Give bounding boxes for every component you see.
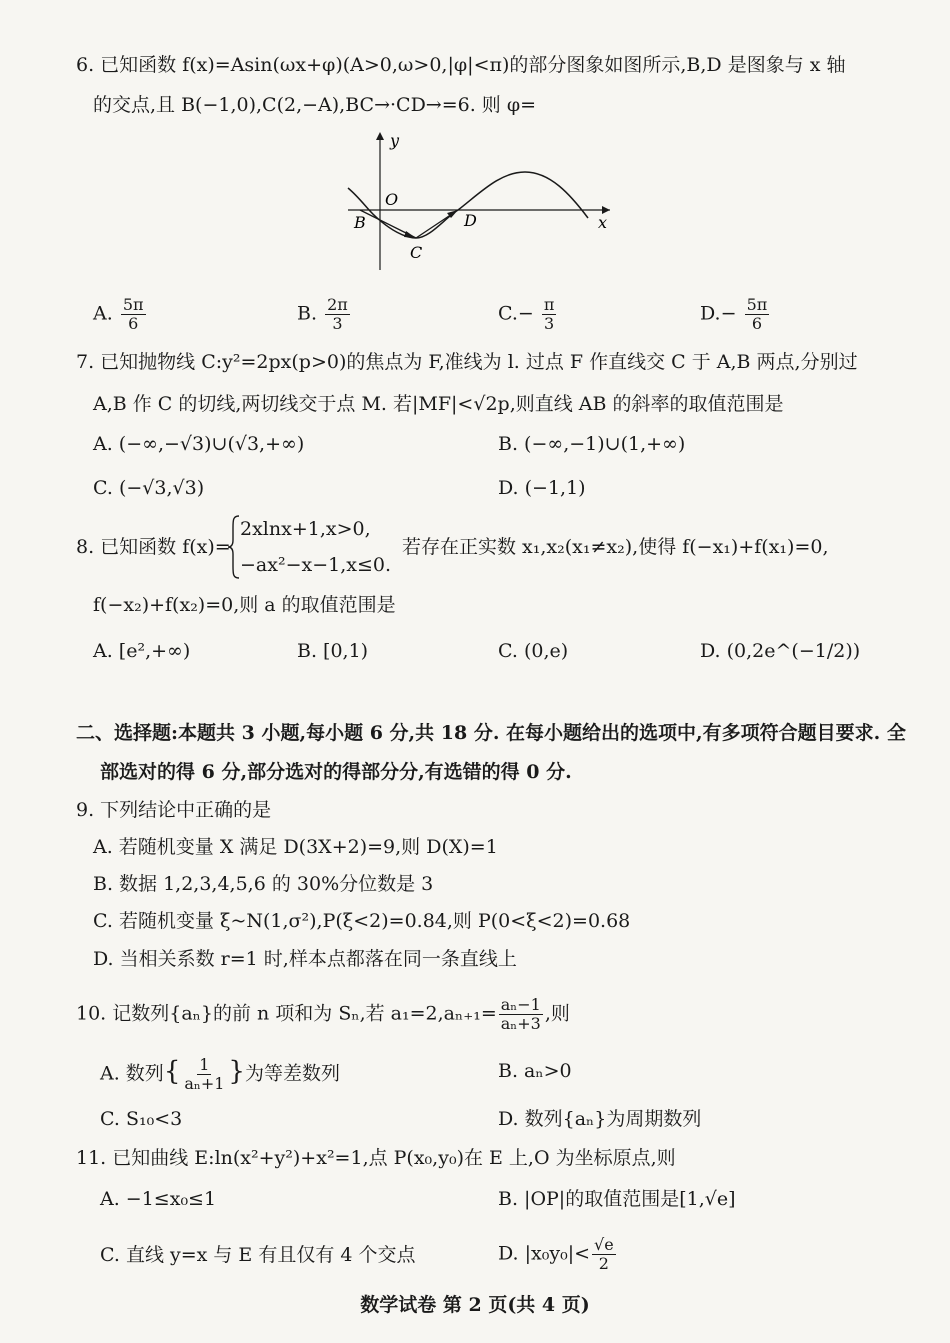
q6-option-d: D.− $\frac{5\pi}{6}$: [700, 295, 768, 333]
graph-label-y: y: [390, 131, 400, 150]
q11-option-b: B. |OP|的取值范围是[1,√e]: [498, 1188, 736, 1210]
graph-label-o: O: [385, 190, 399, 209]
graph-label-c: C: [410, 243, 423, 262]
q11-option-d: D. |x₀y₀|< $\frac{√e}{2}$: [498, 1235, 614, 1273]
graph-label-b: B: [354, 213, 366, 232]
q9-stem: 9. 下列结论中正确的是: [76, 799, 272, 821]
q10-option-b: B. aₙ>0: [498, 1060, 572, 1082]
q6-option-c: C.− $\frac{\pi}{3}$: [498, 295, 555, 333]
q10-option-d: D. 数列{aₙ}为周期数列: [498, 1108, 702, 1130]
graph-label-x: x: [598, 213, 608, 232]
page-footer: 数学试卷 第 2 页(共 4 页): [360, 1294, 590, 1316]
q6-option-a: A. $\frac{5\pi}{6}$: [93, 295, 144, 333]
q7-option-c: C. (−√3,√3): [93, 477, 205, 499]
q8-piecewise-brace: [227, 514, 241, 580]
q6-sine-graph: [330, 128, 620, 278]
section2-heading-line2: 部选对的得 6 分,部分选对的得部分分,有选错的得 0 分.: [100, 761, 572, 783]
q10-option-c: C. S₁₀<3: [100, 1108, 183, 1130]
q8-stem-line2: f(−x₂)+f(x₂)=0,则 a 的取值范围是: [93, 594, 396, 616]
q8-stem-lead: 8. 已知函数 f(x)=: [76, 536, 231, 558]
q8-option-c: C. (0,e): [498, 640, 569, 662]
q9-option-a: A. 若随机变量 X 满足 D(3X+2)=9,则 D(X)=1: [93, 836, 498, 858]
q8-option-a: A. [e²,+∞): [93, 640, 191, 662]
q7-option-a: A. (−∞,−√3)∪(√3,+∞): [93, 433, 305, 455]
q11-option-a: A. −1≤x₀≤1: [100, 1188, 217, 1210]
q6-stem-line1: 6. 已知函数 f(x)=Asin(ωx+φ)(A>0,ω>0,|φ|<π)的部分图象如图所示,B,D 是图象与 x 轴: [76, 54, 846, 76]
q11-stem: 11. 已知曲线 E:ln(x²+y²)+x²=1,点 P(x₀,y₀)在 E 上,O 为坐标原点,则: [76, 1147, 676, 1169]
q10-option-a: A. 数列{ $\frac{1}{\text{aₙ+1}}$ }为等差数列: [100, 1055, 340, 1093]
q9-option-d: D. 当相关系数 r=1 时,样本点都落在同一条直线上: [93, 948, 517, 970]
q8-stem-tail: 若存在正实数 x₁,x₂(x₁≠x₂),使得 f(−x₁)+f(x₁)=0,: [402, 536, 829, 558]
q9-option-b: B. 数据 1,2,3,4,5,6 的 30%分位数是 3: [93, 873, 434, 895]
section2-heading-line1: 二、选择题:本题共 3 小题,每小题 6 分,共 18 分. 在每小题给出的选项中,有多项符合题目要求. 全: [76, 722, 906, 744]
q7-option-d: D. (−1,1): [498, 477, 586, 499]
q7-stem-line2: A,B 作 C 的切线,两切线交于点 M. 若|MF|<√2p,则直线 AB 的斜率的取值范围是: [93, 393, 784, 415]
q7-option-b: B. (−∞,−1)∪(1,+∞): [498, 433, 686, 455]
q9-option-c: C. 若随机变量 ξ~N(1,σ²),P(ξ<2)=0.84,则 P(0<ξ<2)=0.68: [93, 910, 631, 932]
q6-option-b: B. $\frac{2\pi}{3}$: [297, 295, 348, 333]
q8-option-d: D. (0,2e^(−1/2)): [700, 640, 861, 662]
y-axis-arrow-icon: [376, 132, 384, 140]
vector-bc-arrow-icon: [404, 231, 416, 238]
q10-stem: 10. 记数列{aₙ}的前 n 项和为 Sₙ,若 a₁=2,aₙ₊₁= $\frac{\text{aₙ−1}}{\text{aₙ+3}}$ ,则: [76, 995, 570, 1033]
q11-option-c: C. 直线 y=x 与 E 有且仅有 4 个交点: [100, 1244, 416, 1266]
graph-label-d: D: [464, 211, 477, 230]
q8-case2: −ax²−x−1,x≤0.: [240, 554, 392, 576]
q7-stem-line1: 7. 已知抛物线 C:y²=2px(p>0)的焦点为 F,准线为 l. 过点 F 作直线交 C 于 A,B 两点,分别过: [76, 351, 858, 373]
q8-option-b: B. [0,1): [297, 640, 369, 662]
q6-stem-line2: 的交点,且 B(−1,0),C(2,−A),BC→·CD→=6. 则 φ=: [93, 94, 537, 116]
q8-case1: 2xlnx+1,x>0,: [240, 518, 371, 540]
